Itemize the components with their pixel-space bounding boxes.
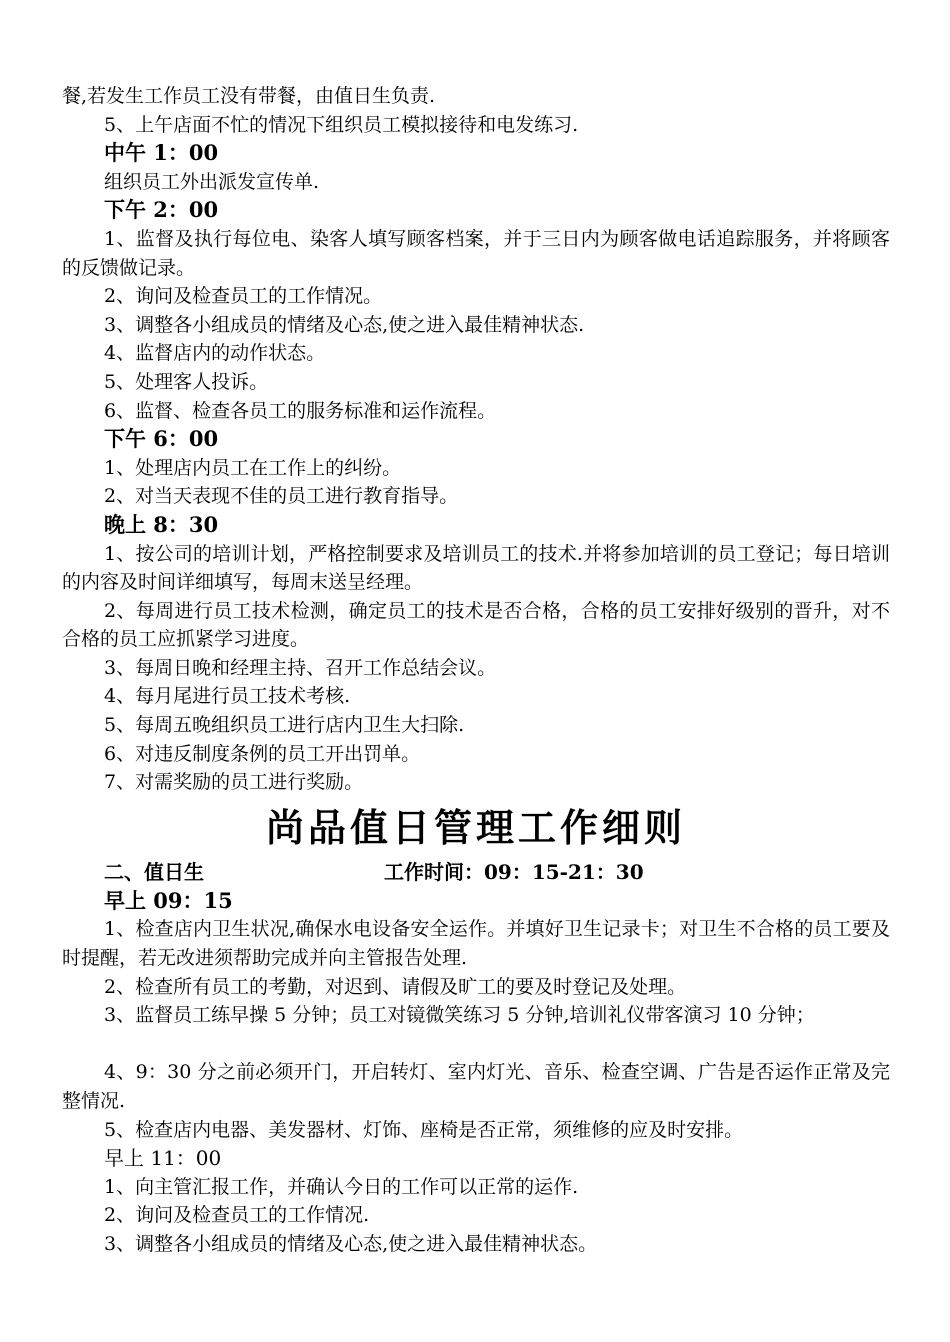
noon-item-1: 组织员工外出派发宣传单.: [104, 170, 320, 193]
2pm-item-3: 3、调整各小组成员的情绪及心态,使之进入最佳精神状态.: [104, 313, 585, 336]
830pm-item-6: 6、对违反制度条例的员工开出罚单。: [104, 742, 421, 765]
830pm-item-5: 5、每周五晚组织员工进行店内卫生大扫除.: [104, 714, 465, 737]
11am-item-1: 1、向主管汇报工作，并确认今日的工作可以正常的运作.: [104, 1175, 579, 1198]
2pm-item-5: 5、处理客人投诉。: [104, 370, 269, 393]
2pm-item-2: 2、询问及检查员工的工作情况。: [104, 285, 383, 308]
11am-item-2: 2、询问及检查员工的工作情况.: [104, 1204, 370, 1227]
noon-heading: 中午 1：00: [104, 140, 219, 166]
work-hours: 工作时间：09：15-21：30: [384, 859, 644, 884]
915am-item-1: 1、检查店内卫生状况,确保水电设备安全运作。并填好卫生记录卡；对卫生不合格的员工要及时提醒，若无改进须帮助完成并向主管报告处理.: [62, 918, 890, 970]
11am-heading: 早上 11：00: [104, 1146, 222, 1171]
document-page: [62, 82, 890, 1259]
2pm-item-1: 1、监督及执行每位电、染客人填写顾客档案，并于三日内为顾客做电话追踪服务，并将顾客的反馈做记录。: [62, 227, 890, 279]
830pm-item-7: 7、对需奖励的员工进行奖励。: [104, 771, 364, 794]
830pm-item-4: 4、每月尾进行员工技术考核.: [104, 685, 351, 708]
document-title: 尚品值日管理工作细则: [265, 804, 686, 850]
915am-item-2: 2、检查所有员工的考勤，对迟到、请假及旷工的要及时登记及处理。: [104, 975, 687, 998]
830pm-heading: 晚上 8：30: [104, 511, 219, 537]
blank-line: [62, 1030, 890, 1059]
830pm-item-2: 2、每周进行员工技术检测，确定员工的技术是否合格，合格的员工安排好级别的晋升，对不合格的员工应抓紧学习进度。: [62, 599, 890, 651]
830pm-item-1: 1、按公司的培训计划，严格控制要求及培训员工的技术.并将参加培训的员工登记；每日培训的内容及时间详细填写，每周末送呈经理。: [62, 542, 890, 594]
2pm-item-4: 4、监督店内的动作状态。: [104, 342, 326, 365]
915am-item-5: 5、检查店内电器、美发器材、灯饰、座椅是否正常，须维修的应及时安排。: [104, 1118, 744, 1141]
6pm-heading: 下午 6：00: [104, 426, 219, 452]
915am-item-4: 4、9：30 分之前必须开门，开启转灯、室内灯光、音乐、检查空调、广告是否运作正常及完整情况.: [62, 1061, 890, 1112]
830pm-item-3: 3、每周日晚和经理主持、召开工作总结会议。: [104, 656, 497, 679]
915am-heading: 早上 09：15: [104, 887, 233, 913]
6pm-item-2: 2、对当天表现不佳的员工进行教育指导。: [104, 485, 459, 508]
intro-line-2: 5、上午店面不忙的情况下组织员工模拟接待和电发练习.: [104, 113, 579, 136]
915am-item-3: 3、监督员工练早操 5 分钟；员工对镜微笑练习 5 分钟,培训礼仪带客演习 10 分钟；: [104, 1004, 815, 1027]
role-row: [62, 857, 890, 887]
intro-line-1: 餐,若发生工作员工没有带餐，由值日生负责.: [62, 85, 436, 107]
11am-item-3: 3、调整各小组成员的情绪及心态,使之进入最佳精神状态。: [104, 1232, 598, 1255]
6pm-item-1: 1、处理店内员工在工作上的纠纷。: [104, 456, 402, 479]
role-label: 二、值日生: [104, 859, 204, 884]
2pm-heading: 下午 2：00: [104, 197, 219, 223]
2pm-item-6: 6、监督、检查各员工的服务标准和运作流程。: [104, 399, 497, 422]
